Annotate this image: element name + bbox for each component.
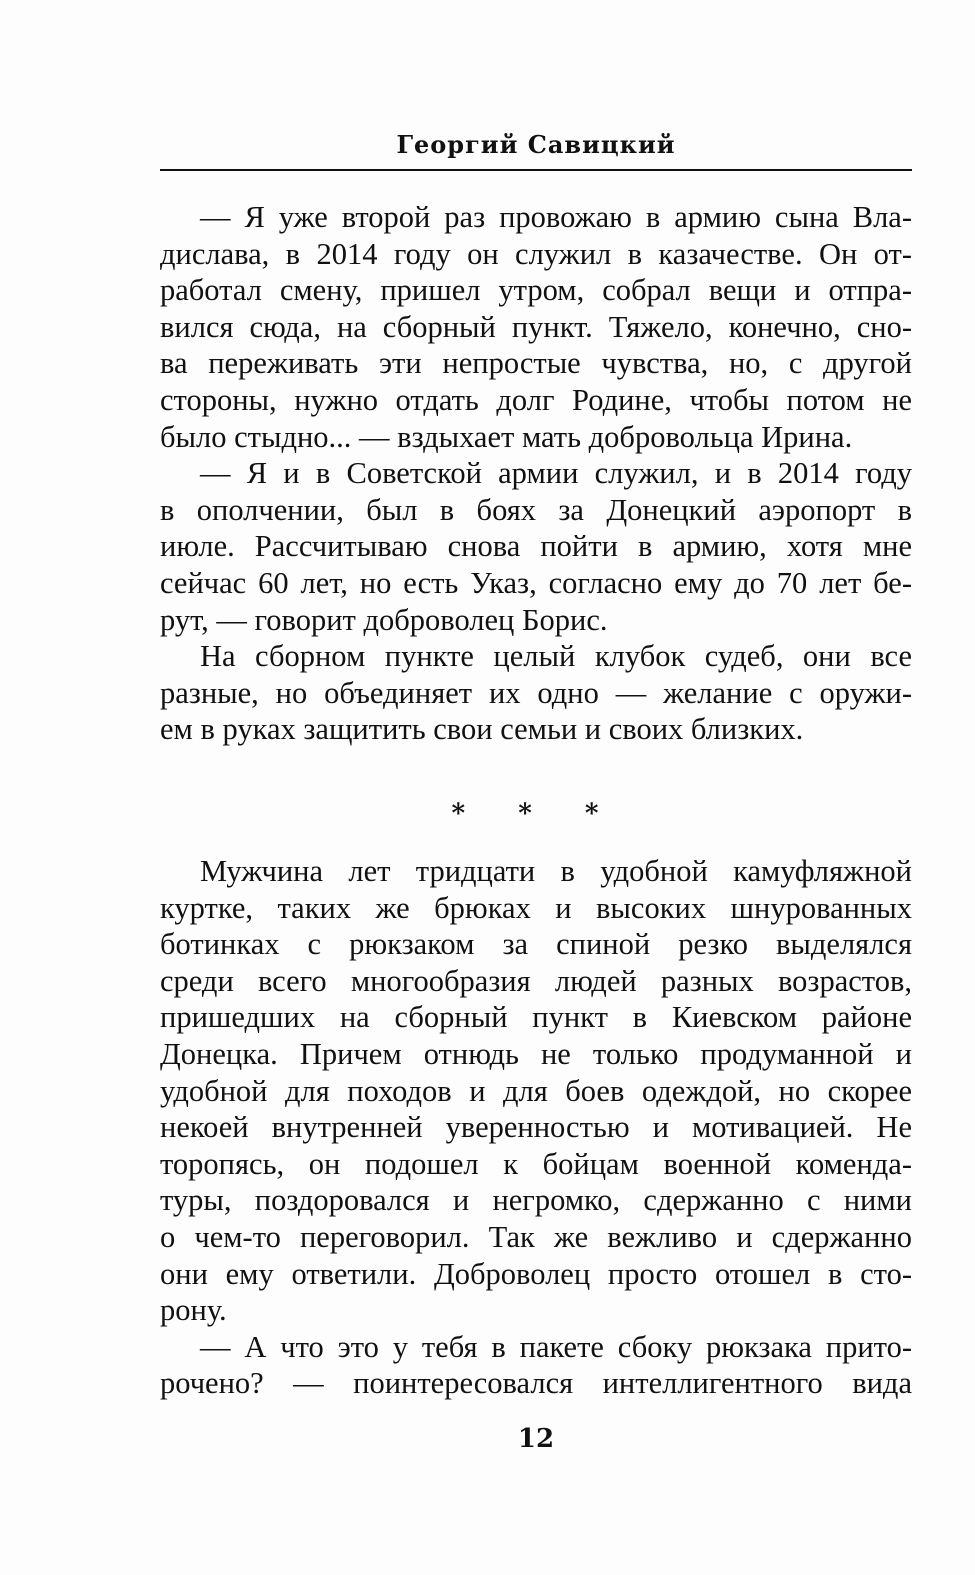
text-line: июле. Рассчитываю снова пойти в армию, хотя мне: [160, 529, 912, 564]
text-line: рочено? — поинтересовался интеллигентного вида: [160, 1366, 912, 1401]
text-block-2: [160, 853, 912, 1402]
running-head-author: Георгий Савицкий: [396, 130, 676, 159]
text-line: удобной для походов и для боев одеждой, но скорее: [160, 1073, 912, 1108]
text-line: рону.: [160, 1293, 227, 1328]
text-line: ем в руках защитить свои семьи и своих близких.: [160, 712, 804, 747]
text-line: было стыдно... — вздыхает мать добровольца Ирина.: [160, 419, 853, 454]
text-block-1: [160, 199, 912, 748]
text-line: туры, поздоровался и негромко, сдержанно с ними: [160, 1183, 912, 1218]
text-line: ботинках с рюкзаком за спиной резко выделялся: [160, 927, 912, 962]
text-line: разные, но объединяет их одно — желание с оружи-: [160, 675, 912, 710]
text-line: ва переживать эти непростые чувства, но, с другой: [160, 346, 912, 381]
page-number: 12: [517, 1424, 555, 1454]
text-line: стороны, нужно отдать долг Родине, чтобы потом не: [160, 382, 912, 417]
text-line: они ему ответили. Доброволец просто отошел в сто-: [160, 1256, 912, 1291]
text-line: работал смену, пришел утром, собрал вещи и отпра-: [160, 273, 912, 308]
text-line: На сборном пункте целый клубок судеб, они все: [200, 639, 912, 674]
text-line: торопясь, он подошел к бойцам военной коменда-: [160, 1146, 912, 1181]
text-line: рут, — говорит доброволец Борис.: [160, 602, 608, 637]
text-line: пришедших на сборный пункт в Киевском районе: [160, 1000, 912, 1035]
text-line: Донецка. Причем отнюдь не только продуманной и: [160, 1036, 912, 1071]
section-separator: * * *: [451, 799, 621, 829]
text-line: некоей внутренней уверенностью и мотивацией. Не: [160, 1110, 912, 1145]
text-line: дислава, в 2014 году он служил в казачестве. Он от-: [160, 236, 912, 271]
text-line: куртке, таких же брюках и высоких шнурованных: [160, 890, 912, 925]
text-line: — Я и в Советской армии служил, и в 2014 году: [200, 456, 912, 491]
text-line: в ополчении, был в боях за Донецкий аэропорт в: [160, 492, 912, 527]
text-line: — Я уже второй раз провожаю в армию сына Вла-: [200, 200, 912, 234]
text-line: Мужчина лет тридцати в удобной камуфляжной: [200, 854, 912, 888]
header-rule: [160, 169, 912, 171]
text-line: сейчас 60 лет, но есть Указ, согласно ему до 70 лет бе-: [160, 565, 912, 600]
text-line: о чем-то переговорил. Так же вежливо и сдержанно: [160, 1219, 912, 1254]
text-line: — А что это у тебя в пакете сбоку рюкзака прито-: [200, 1329, 912, 1364]
text-line: среди всего многообразия людей разных возрастов,: [160, 963, 912, 998]
text-line: вился сюда, на сборный пункт. Тяжело, конечно, сно-: [160, 309, 912, 344]
